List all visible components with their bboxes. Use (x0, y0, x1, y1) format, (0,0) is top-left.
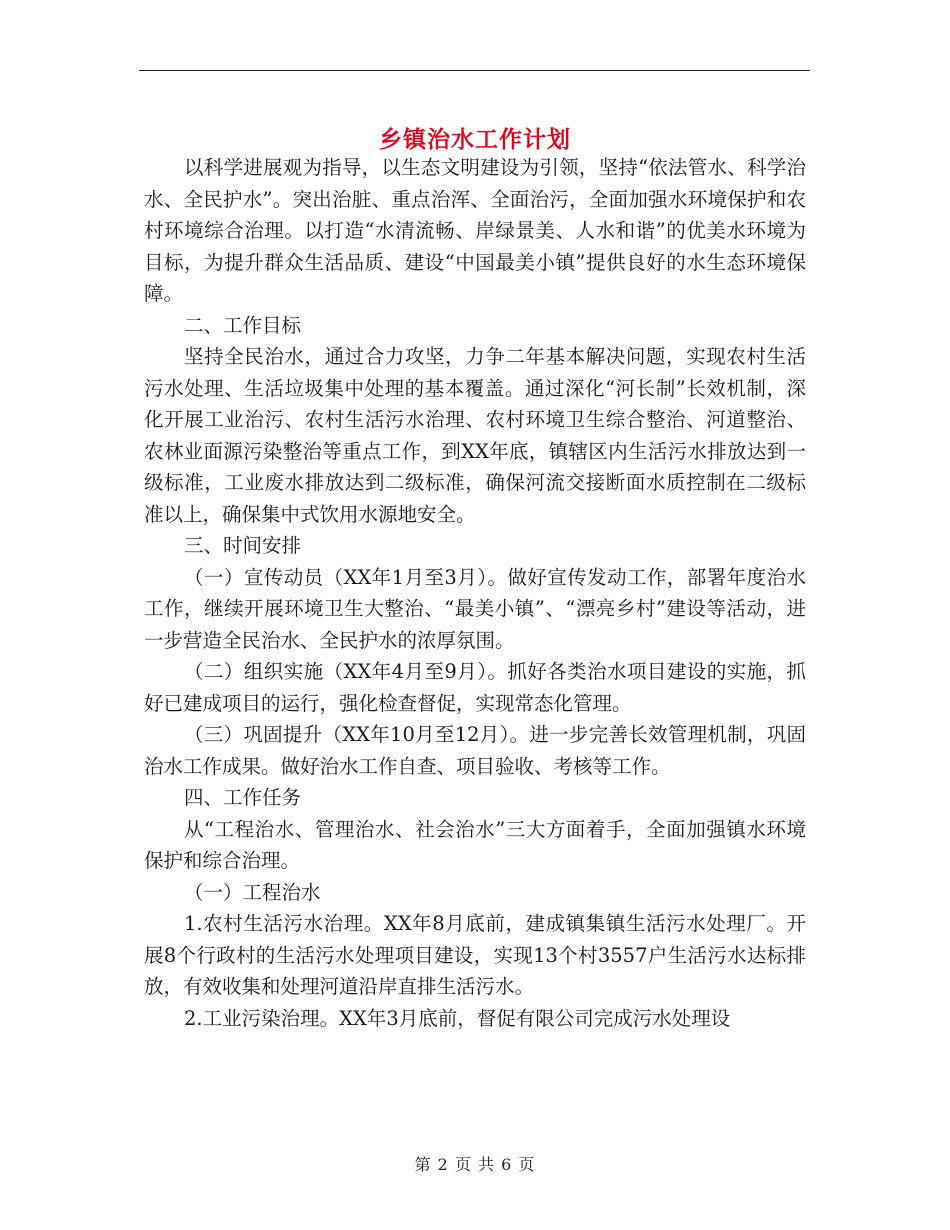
document-title: 乡镇治水工作计划 (379, 126, 571, 154)
paragraph-schedule-phase-1: （一）宣传动员（XX年1月至3月）。做好宣传发动工作，部署年度治水工作，继续开展环境卫生大整治、“最美小镇”、“漂亮乡村”建设等活动，进一步营造全民治水、全民护水的浓厚氛围。 (144, 565, 806, 652)
paragraph-tasks-intro: 从“工程治水、管理治水、社会治水”三大方面着手，全面加强镇水环境保护和综合治理。 (144, 817, 806, 872)
document-body (144, 152, 806, 1034)
paragraph-task-rural-sewage: 1.农村生活污水治理。XX年8月底前，建成镇集镇生活污水处理厂。开展8个行政村的生活污水处理项目建设，实现13个村3557户生活污水达标排放，有效收集和处理河道沿岸直排生活污水。 (144, 912, 806, 998)
section-heading-tasks: 四、工作任务 (184, 786, 302, 809)
paragraph-schedule-phase-3: （三）巩固提升（XX年10月至12月）。进一步完善长效管理机制，巩固治水工作成果。做好治水工作自查、项目验收、考核等工作。 (144, 723, 806, 778)
paragraph-schedule-phase-2: （二）组织实施（XX年4月至9月）。抓好各类治水项目建设的实施，抓好已建成项目的运行，强化检查督促，实现常态化管理。 (144, 660, 806, 715)
header-rule (139, 70, 810, 71)
subsection-heading-engineering: （一）工程治水 (184, 880, 321, 904)
paragraph-guiding-principle: 以科学进展观为指导，以生态文明建设为引领，坚持“依法管水、科学治水、全民护水”。突出治脏、重点治浑、全面治污，全面加强水环境保护和农村环境综合治理。以打造“水清流畅、岸绿景美、人水和谐”的优美水环境为目标，为提升群众生活品质、建设“中国最美小镇”提供良好的水生态环境保障。 (144, 156, 806, 305)
paragraph-goals: 坚持全民治水，通过合力攻坚，力争二年基本解决问题，实现农村生活污水处理、生活垃圾集中处理的基本覆盖。通过深化“河长制”长效机制，深化开展工业治污、农村生活污水治理、农村环境卫生综合整治、河道整治、农林业面源污染整治等重点工作，到XX年底，镇辖区内生活污水排放达到一级标准，工业废水排放达到二级标准，确保河流交接断面水质控制在二级标准以上，确保集中式饮用水源地安全。 (144, 345, 806, 526)
section-heading-goals: 二、工作目标 (184, 313, 302, 337)
paragraph-task-industrial: 2.工业污染治理。XX年3月底前，督促有限公司完成污水处理设 (184, 1006, 731, 1030)
section-heading-schedule: 三、时间安排 (184, 534, 302, 557)
page-number: 第 2 页 共 6 页 (414, 1155, 536, 1174)
